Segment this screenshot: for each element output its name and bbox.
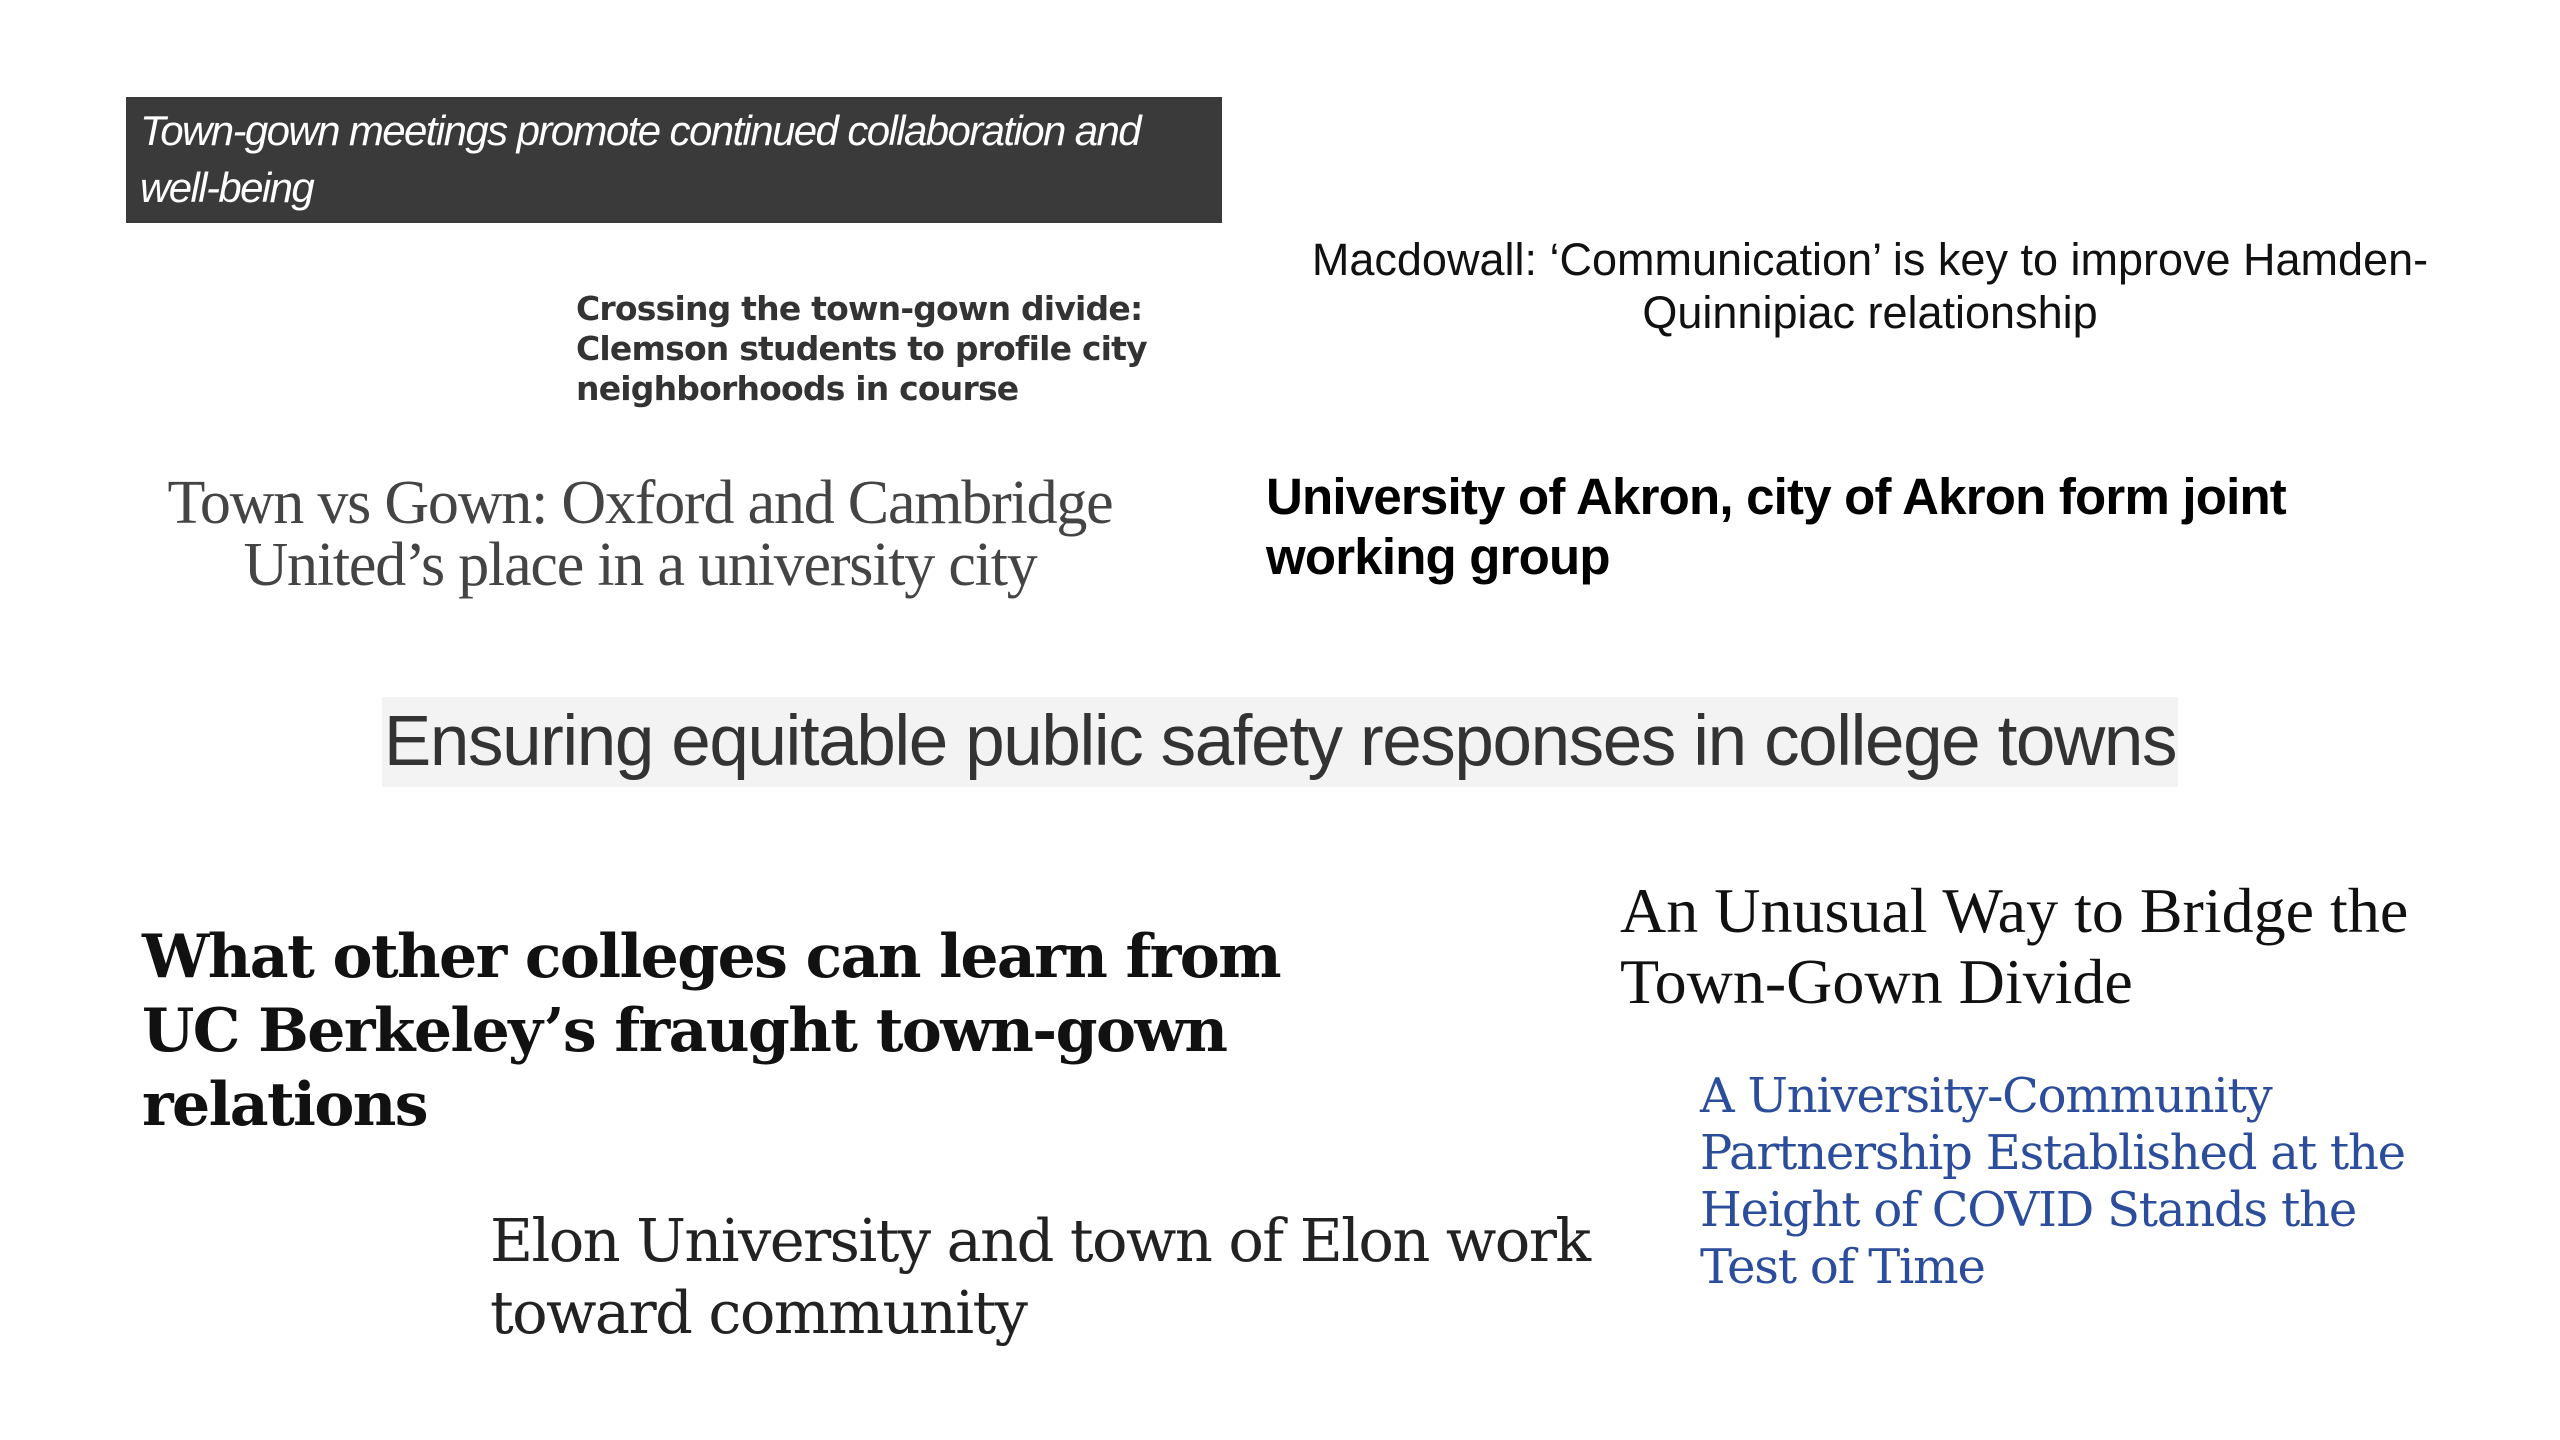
headline-public-safety: Ensuring equitable public safety responses in college towns: [382, 697, 2178, 787]
headline-clemson-town-gown-divide: Crossing the town-gown divide: Clemson students to profile city neighborhoods in course: [576, 289, 1147, 408]
headline-unusual-way-bridge: An Unusual Way to Bridge the Town-Gown Divide: [1620, 875, 2409, 1017]
headline-town-gown-meetings: Town-gown meetings promote continued collaboration and well-being: [126, 97, 1222, 223]
headline-akron-working-group: University of Akron, city of Akron form joint working group: [1266, 468, 2286, 585]
headline-university-community-partnership: A University-Community Partnership Established at the Height of COVID Stands the Test of Time: [1700, 1068, 2405, 1295]
headline-oxford-cambridge-united: Town vs Gown: Oxford and Cambridge United’s place in a university city: [167, 469, 1113, 599]
headline-berkeley-town-gown: What other colleges can learn from UC Berkeley’s fraught town-gown relations: [142, 922, 1281, 1140]
headline-macdowall-communication: Macdowall: ‘Communication’ is key to improve Hamden-Quinnipiac relationship: [1311, 234, 2429, 338]
headline-elon-community: Elon University and town of Elon work toward community: [490, 1206, 1590, 1347]
